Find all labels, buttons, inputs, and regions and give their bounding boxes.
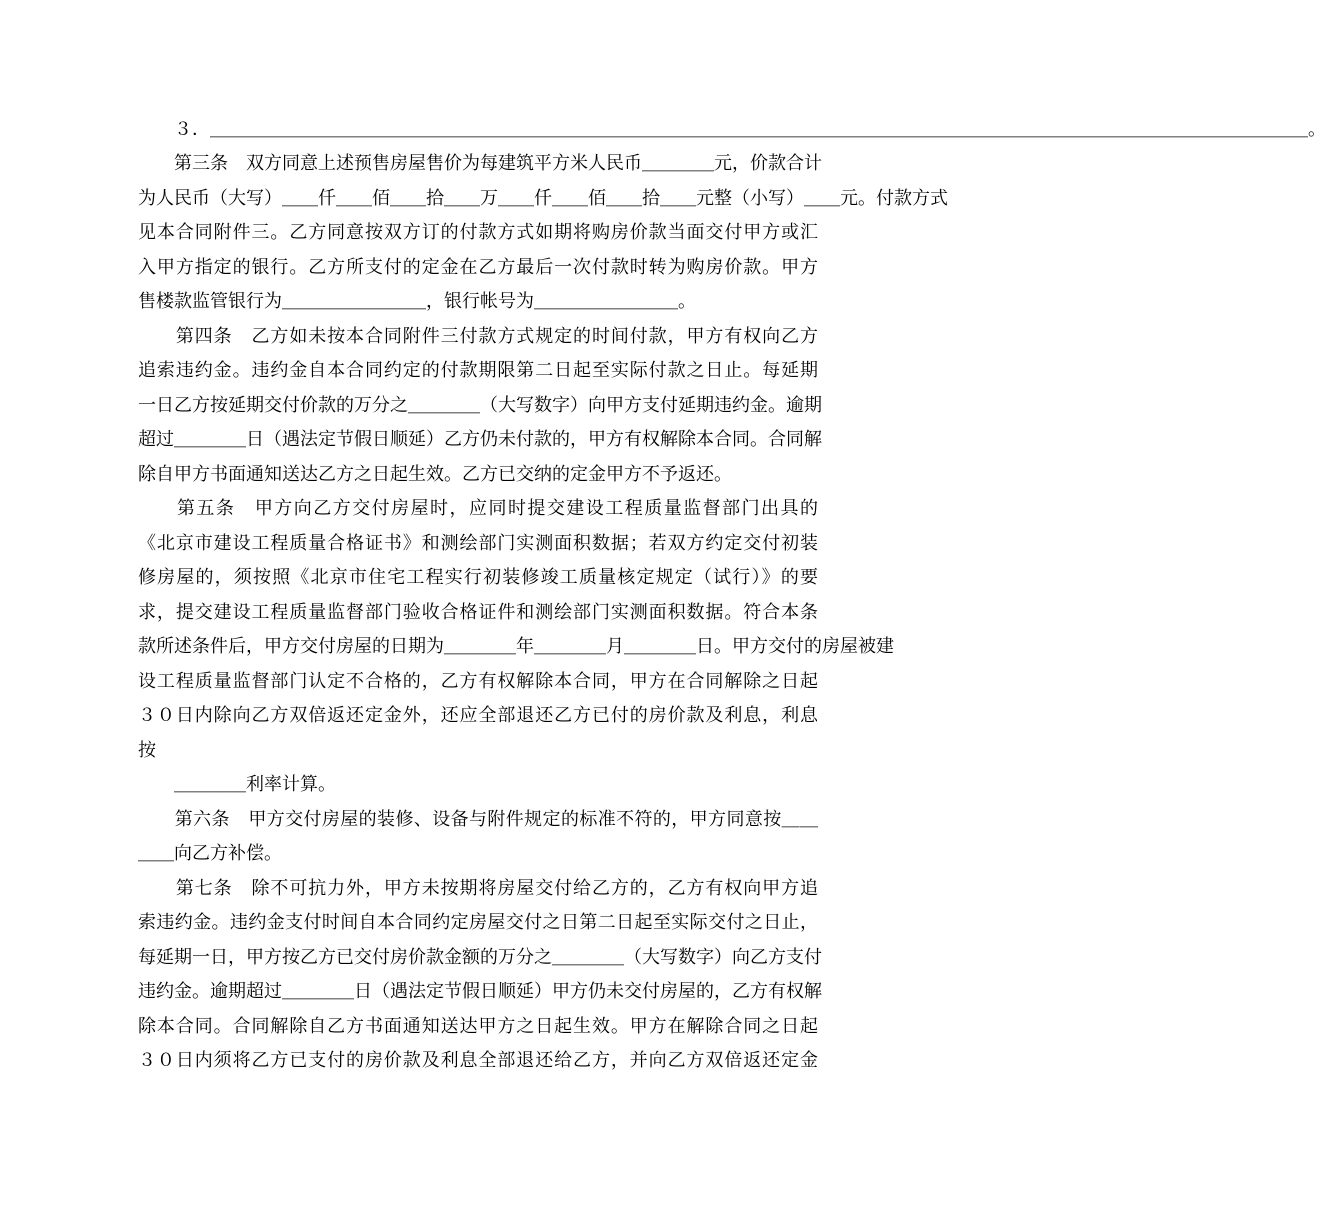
text-line: ＿＿＿＿利率计算。: [138, 774, 336, 795]
text-line: 第三条 双方同意上述预售房屋售价为每建筑平方米人民币＿＿＿＿元，价款合计: [138, 153, 822, 174]
text-line: 入甲方指定的银行。乙方所支付的定金在乙方最后一次付款时转为购房价款。甲方: [138, 257, 818, 278]
text-line: 违约金。逾期超过＿＿＿＿日（遇法定节假日顺延）甲方仍未交付房屋的，乙方有权解: [138, 981, 822, 1002]
text-line: 第四条 乙方如未按本合同附件三付款方式规定的时间付款，甲方有权向乙方: [138, 326, 818, 347]
text-line: ３．＿＿＿＿＿＿＿＿＿＿＿＿＿＿＿＿＿＿＿＿＿＿＿＿＿＿＿＿＿＿＿＿＿＿＿＿＿＿＿＿＿＿＿＿＿＿＿＿＿＿＿＿＿＿＿＿＿＿＿＿＿。: [138, 119, 1326, 140]
text-line: 第六条 甲方交付房屋的装修、设备与附件规定的标准不符的，甲方同意按＿＿: [138, 809, 818, 830]
text-line: 为人民币（大写）＿＿仟＿＿佰＿＿拾＿＿万＿＿仟＿＿佰＿＿拾＿＿元整（小写）＿＿元。付款方式: [138, 188, 948, 209]
text-line: ＿＿向乙方补偿。: [138, 843, 282, 864]
text-line: 款所述条件后，甲方交付房屋的日期为＿＿＿＿年＿＿＿＿月＿＿＿＿日。甲方交付的房屋被建: [138, 636, 894, 657]
text-line: 见本合同附件三。乙方同意按双方订的付款方式如期将购房价款当面交付甲方或汇: [138, 222, 818, 243]
text-line: 求，提交建设工程质量监督部门验收合格证件和测绘部门实测面积数据。符合本条: [138, 602, 818, 623]
text-line: 追索违约金。违约金自本合同约定的付款期限第二日起至实际付款之日止。每延期: [138, 360, 818, 381]
text-line: 每延期一日，甲方按乙方已交付房价款金额的万分之＿＿＿＿（大写数字）向乙方支付: [138, 947, 822, 968]
text-line: 除自甲方书面通知送达乙方之日起生效。乙方已交纳的定金甲方不予返还。: [138, 464, 732, 485]
text-line: ３０日内除向乙方双倍返还定金外，还应全部退还乙方已付的房价款及利息，利息: [138, 705, 818, 726]
text-line: ３０日内须将乙方已支付的房价款及利息全部退还给乙方，并向乙方双倍返还定金: [138, 1050, 818, 1071]
text-line: 索违约金。违约金支付时间自本合同约定房屋交付之日第二日起至实际交付之日止，: [138, 912, 818, 933]
text-line: 按: [138, 740, 156, 761]
text-line: 设工程质量监督部门认定不合格的，乙方有权解除本合同，甲方在合同解除之日起: [138, 671, 818, 692]
text-line: 《北京市建设工程质量合格证书》和测绘部门实测面积数据；若双方约定交付初装: [138, 533, 818, 554]
text-line: 除本合同。合同解除自乙方书面通知送达甲方之日起生效。甲方在解除合同之日起: [138, 1016, 818, 1037]
text-line: 修房屋的，须按照《北京市住宅工程实行初装修竣工质量核定规定（试行）》的要: [138, 567, 818, 588]
text-line: 第七条 除不可抗力外，甲方未按期将房屋交付给乙方的，乙方有权向甲方追: [138, 878, 818, 899]
text-line: 一日乙方按延期交付价款的万分之＿＿＿＿（大写数字）向甲方支付延期违约金。逾期: [138, 395, 822, 416]
text-line: 第五条 甲方向乙方交付房屋时，应同时提交建设工程质量监督部门出具的: [138, 498, 818, 519]
text-line: 超过＿＿＿＿日（遇法定节假日顺延）乙方仍未付款的，甲方有权解除本合同。合同解: [138, 429, 822, 450]
text-line: 售楼款监管银行为＿＿＿＿＿＿＿＿，银行帐号为＿＿＿＿＿＿＿＿。: [138, 291, 696, 312]
